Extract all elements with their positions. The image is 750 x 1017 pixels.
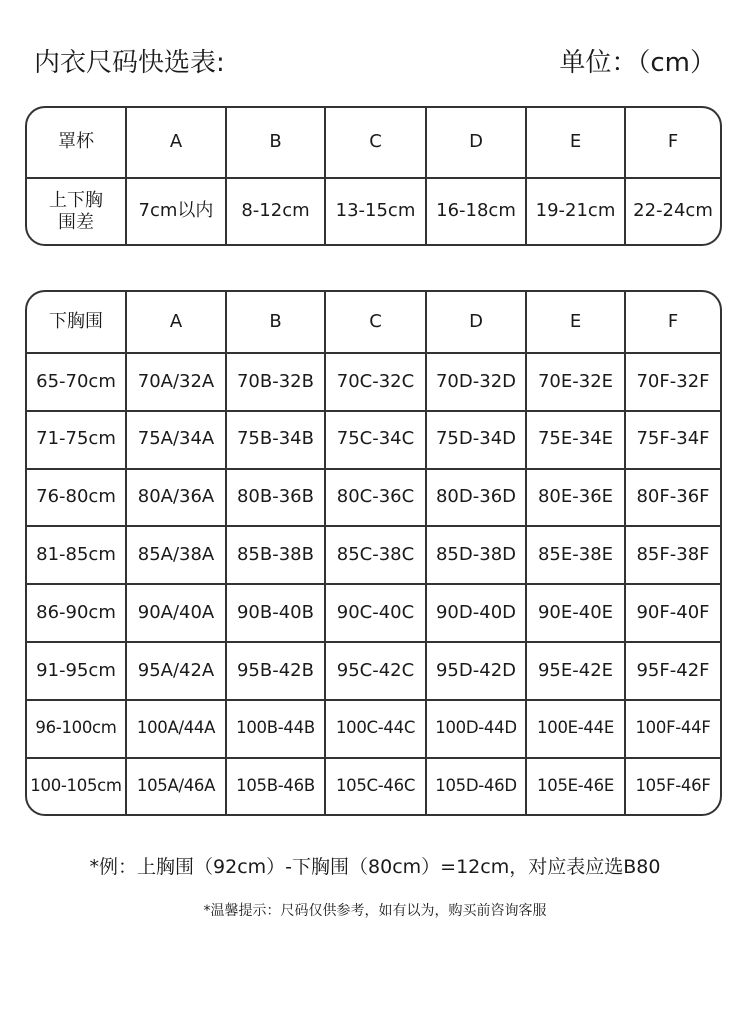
size-cell: 95C-42C — [324, 643, 425, 699]
size-cell: 105C-46C — [324, 759, 425, 815]
header-cell: E — [525, 292, 624, 352]
size-cell: 100B-44B — [225, 701, 324, 757]
underbust-range-cell: 81-85cm — [36, 543, 116, 565]
size-cell: 105D-46D — [425, 759, 525, 815]
size-cell: 90A/40A — [125, 585, 225, 641]
size-cell: 95A/42A — [125, 643, 225, 699]
header-cell: E — [525, 108, 624, 177]
size-cell: 75E-34E — [525, 412, 624, 468]
size-rows — [27, 352, 720, 814]
underbust-range-cell: 96-100cm — [35, 718, 117, 738]
size-cell: 90E-40E — [525, 585, 624, 641]
header-cell: A — [125, 292, 225, 352]
size-cell: 95F-42F — [624, 643, 720, 699]
size-cell: 70C-32C — [324, 354, 425, 410]
cup-difference-table — [25, 106, 722, 246]
header-cell: C — [324, 292, 425, 352]
size-cell: 70F-32F — [624, 354, 720, 410]
size-cell: 95B-42B — [225, 643, 324, 699]
bust-difference-cell: 13-15cm — [324, 179, 425, 244]
size-cell: 100F-44F — [624, 701, 720, 757]
underbust-range-cell: 91-95cm — [36, 659, 116, 681]
size-cell: 100D-44D — [425, 701, 525, 757]
tip-note: *温馨提示：尺码仅供参考，如有以为，购买前咨询客服 — [203, 903, 547, 919]
size-cell: 80C-36C — [324, 470, 425, 526]
table-row — [27, 641, 720, 699]
header-cell: D — [425, 108, 525, 177]
size-cell: 90B-40B — [225, 585, 324, 641]
size-cell: 105E-46E — [525, 759, 624, 815]
header-cell: 下胸围 — [49, 310, 103, 332]
size-cell: 100E-44E — [525, 701, 624, 757]
size-cell: 100A/44A — [125, 701, 225, 757]
size-cell: 70A/32A — [125, 354, 225, 410]
bust-difference-row — [27, 177, 720, 244]
size-cell: 80E-36E — [525, 470, 624, 526]
underbust-range-cell: 86-90cm — [36, 601, 116, 623]
table-row — [27, 699, 720, 757]
underbust-range-cell: 100-105cm — [30, 775, 122, 795]
underbust-range-cell: 76-80cm — [36, 486, 116, 508]
size-cell: 90D-40D — [425, 585, 525, 641]
header-cell: B — [225, 108, 324, 177]
size-cell: 70E-32E — [525, 354, 624, 410]
size-cell: 80F-36F — [624, 470, 720, 526]
size-cell: 75F-34F — [624, 412, 720, 468]
size-cell: 85D-38D — [425, 527, 525, 583]
size-cell: 75B-34B — [225, 412, 324, 468]
size-cell: 90C-40C — [324, 585, 425, 641]
table-row — [27, 583, 720, 641]
bust-difference-cell: 16-18cm — [425, 179, 525, 244]
table-row — [27, 352, 720, 410]
size-cell: 70D-32D — [425, 354, 525, 410]
size-header-row — [27, 292, 720, 352]
size-cell: 95E-42E — [525, 643, 624, 699]
size-cell: 85A/38A — [125, 527, 225, 583]
bust-difference-cell: 22-24cm — [624, 179, 720, 244]
table-row — [27, 525, 720, 583]
size-cell: 75D-34D — [425, 412, 525, 468]
size-cell: 90F-40F — [624, 585, 720, 641]
header-cell: F — [624, 108, 720, 177]
size-cell: 80D-36D — [425, 470, 525, 526]
table-row — [27, 410, 720, 468]
cup-header-row — [27, 108, 720, 177]
bust-difference-label: 上下胸围差 — [49, 189, 103, 233]
header-cell: B — [225, 292, 324, 352]
size-cell: 75A/34A — [125, 412, 225, 468]
header-cell: D — [425, 292, 525, 352]
header-cell: 罩杯 — [58, 131, 94, 153]
size-cell: 85F-38F — [624, 527, 720, 583]
underbust-range-cell: 71-75cm — [36, 428, 116, 450]
underbust-range-cell: 65-70cm — [36, 370, 116, 392]
bust-difference-cell: 19-21cm — [525, 179, 624, 244]
size-cell: 80B-36B — [225, 470, 324, 526]
size-cell: 70B-32B — [225, 354, 324, 410]
size-cell: 105F-46F — [624, 759, 720, 815]
example-note: *例：上胸围（92cm）-下胸围（80cm）=12cm，对应表应选B80 — [89, 856, 661, 878]
bust-difference-cell: 7cm以内 — [125, 179, 225, 244]
bust-difference-cell: 8-12cm — [225, 179, 324, 244]
size-cell: 95D-42D — [425, 643, 525, 699]
header-cell: F — [624, 292, 720, 352]
size-chart-table — [25, 290, 722, 816]
unit-label: 单位：（cm） — [559, 48, 716, 78]
page-title: 内衣尺码快选表: — [34, 48, 225, 78]
size-cell: 105B-46B — [225, 759, 324, 815]
size-cell: 85B-38B — [225, 527, 324, 583]
table-row — [27, 468, 720, 526]
size-cell: 85E-38E — [525, 527, 624, 583]
header-cell: A — [125, 108, 225, 177]
size-cell: 85C-38C — [324, 527, 425, 583]
size-cell: 80A/36A — [125, 470, 225, 526]
header-cell: C — [324, 108, 425, 177]
size-cell: 100C-44C — [324, 701, 425, 757]
size-cell: 105A/46A — [125, 759, 225, 815]
table-row — [27, 757, 720, 815]
size-cell: 75C-34C — [324, 412, 425, 468]
